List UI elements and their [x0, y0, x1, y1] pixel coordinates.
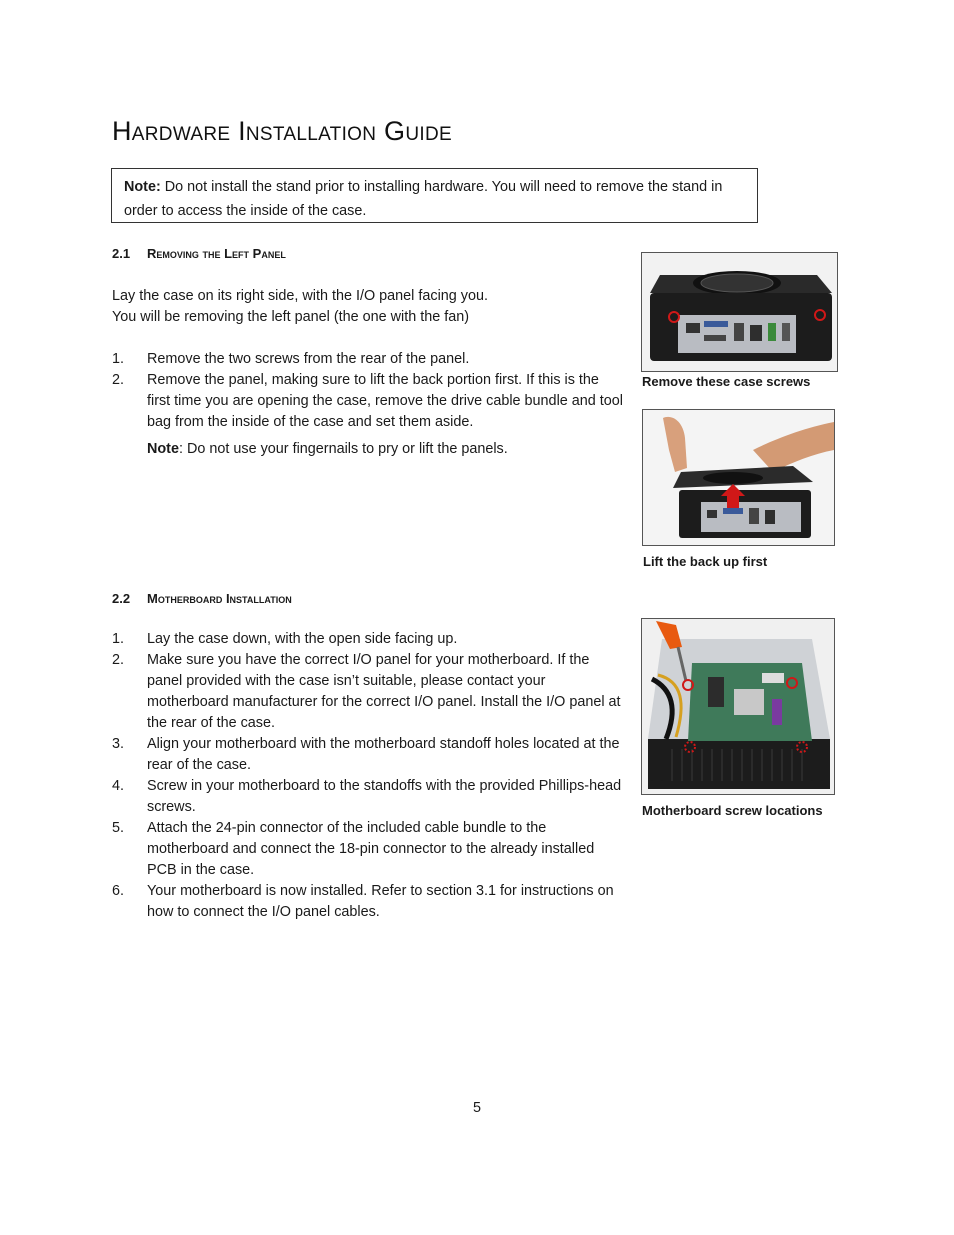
- section-heading-2-2: [112, 591, 292, 606]
- section-heading-2-1: [112, 246, 286, 261]
- list-item: 2. Remove the panel, making sure to lift the back portion first. If this is the first time you are opening the case, remove the drive cable bundle and tool bag from the inside of the case and set them aside.: [112, 372, 623, 430]
- figure-caption: Lift the back up first: [643, 554, 768, 569]
- note-label: Note:: [124, 179, 161, 195]
- figure-caption: Motherboard screw locations: [642, 803, 823, 818]
- intro-line-1: Lay the case on its right side, with the I/O panel facing you.: [112, 288, 488, 304]
- list-item: 4. Screw in your motherboard to the standoffs with the provided Phillips-head screws.: [112, 778, 622, 815]
- page-number: 5: [472, 1100, 481, 1116]
- note-box: [111, 168, 758, 223]
- motherboard-steps: [112, 629, 624, 923]
- list-item: 5. Attach the 24-pin connector of the included cable bundle to the motherboard and connect the 18-pin connector to the already installed PCB in the case.: [112, 820, 595, 878]
- section-title: Motherboard Installation: [147, 591, 292, 606]
- section-number: 2.2: [112, 591, 131, 606]
- case-rear-photo: [641, 252, 838, 372]
- motherboard-photo: [641, 618, 835, 795]
- figure-caption: Remove these case screws: [642, 374, 811, 389]
- list-item: 2. Make sure you have the correct I/O panel for your motherboard. If the panel provided with the case isn’t suitable, please contact your motherboard manufacturer for the correct I/O panel. Install the I/O panel at the rear of the case.: [112, 652, 621, 731]
- list-item: 1. Remove the two screws from the rear of the panel.: [112, 351, 470, 367]
- lift-panel-photo: [642, 409, 835, 546]
- section-title: Removing the Left Panel: [147, 246, 286, 261]
- section-number: 2.1: [112, 246, 131, 261]
- panel-note-label: Note: [147, 441, 179, 457]
- page-title: Hardware Installation Guide: [112, 116, 452, 146]
- panel-note-text: : Do not use your fingernails to pry or lift the panels.: [178, 441, 508, 457]
- intro-line-2: You will be removing the left panel (the one with the fan): [112, 309, 470, 325]
- list-item: 1. Lay the case down, with the open side facing up.: [112, 631, 458, 647]
- list-item: 6. Your motherboard is now installed. Refer to section 3.1 for instructions on how to connect the I/O panel cables.: [112, 883, 614, 920]
- panel-note: [147, 439, 508, 460]
- list-item: 3. Align your motherboard with the motherboard standoff holes located at the rear of the case.: [112, 736, 620, 773]
- removal-steps: [112, 349, 624, 433]
- note-text: Do not install the stand prior to installing hardware. You will need to remove the stand in order to access the inside of the case.: [124, 179, 723, 219]
